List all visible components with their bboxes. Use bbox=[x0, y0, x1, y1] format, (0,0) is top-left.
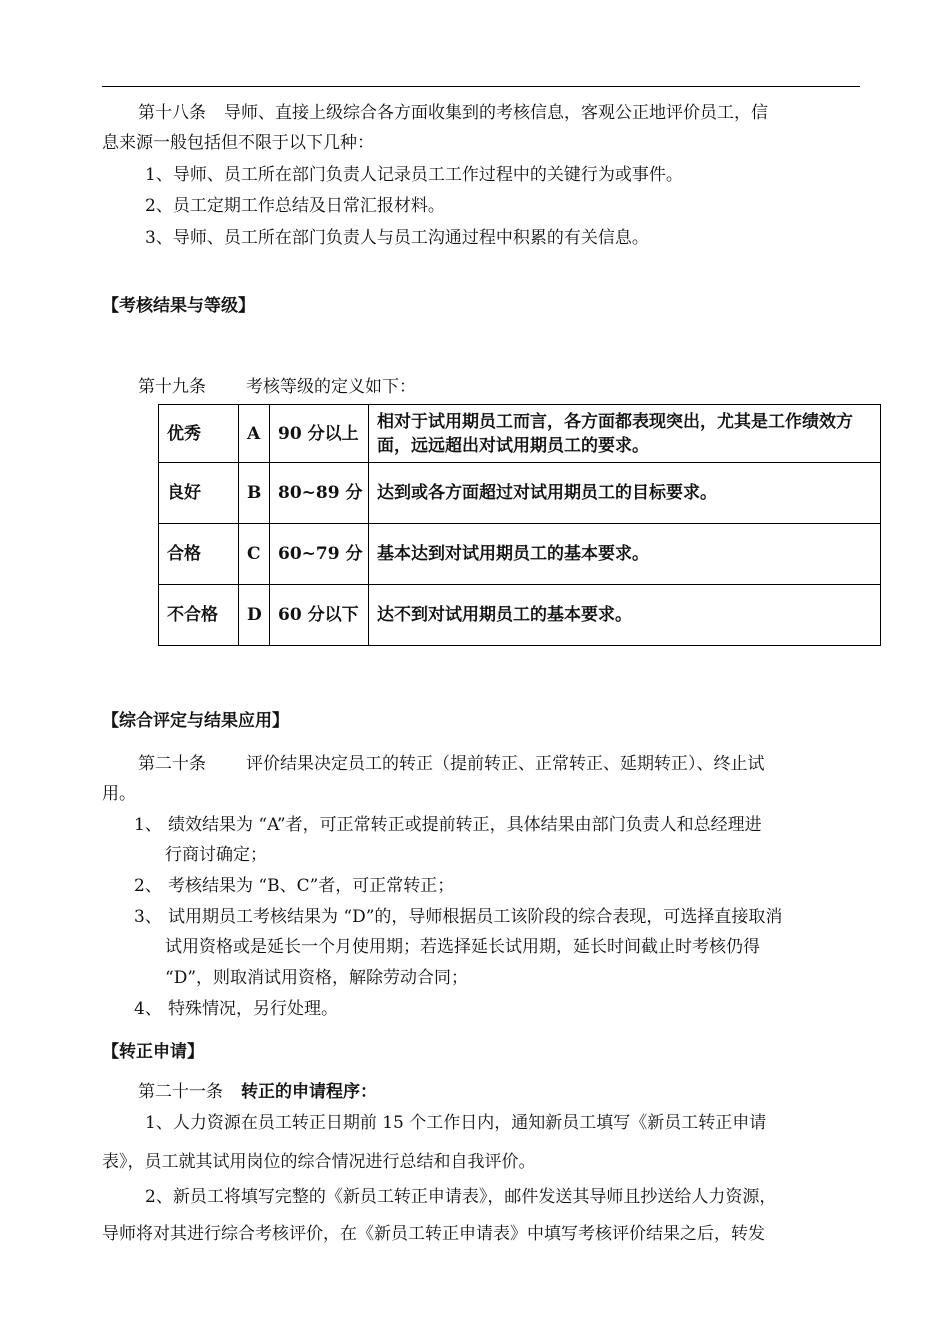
article-21-para-1-line-2: 表》，员工就其试用岗位的综合情况进行总结和自我评价。 bbox=[102, 1152, 536, 1172]
article-21-para-1-line-1: 1、人力资源在员工转正日期前 15 个工作日内，通知新员工填写《新员工转正申请 bbox=[145, 1113, 767, 1133]
section-heading-results: 【考核结果与等级】 bbox=[102, 296, 255, 316]
article-21-head: 第二十一条 bbox=[138, 1082, 223, 1102]
grade-score: 60 分以下 bbox=[270, 585, 369, 646]
article-20-item-1-line-1: 绩效结果为 “A”者，可正常转正或提前转正，具体结果由部门负责人和总经理进 bbox=[168, 815, 762, 835]
table-row bbox=[159, 585, 881, 646]
header-rule bbox=[102, 86, 860, 87]
grade-name: 不合格 bbox=[159, 585, 239, 646]
article-19-head: 第十九条 bbox=[138, 377, 206, 397]
grade-description: 达不到对试用期员工的基本要求。 bbox=[369, 585, 881, 646]
article-21-line bbox=[138, 1080, 377, 1104]
grade-score: 90 分以上 bbox=[270, 405, 369, 463]
grade-code: D bbox=[239, 585, 270, 646]
article-19-text: 考核等级的定义如下： bbox=[246, 377, 416, 397]
article-20-item-4-number: 4、 bbox=[134, 999, 162, 1019]
article-20-item-2-number: 2、 bbox=[134, 876, 162, 896]
grade-table bbox=[158, 404, 881, 646]
article-18-head: 第十八条 bbox=[138, 103, 206, 123]
table-row bbox=[159, 463, 881, 524]
table-row bbox=[159, 524, 881, 585]
grade-name: 合格 bbox=[159, 524, 239, 585]
article-21-para-2-line-1: 2、新员工将填写完整的《新员工转正申请表》，邮件发送其导师且抄送给人力资源， bbox=[145, 1187, 777, 1207]
article-20-line-1 bbox=[138, 752, 765, 776]
article-20-item-1-line-2: 行商讨确定； bbox=[165, 845, 267, 865]
article-18-line-1 bbox=[138, 101, 768, 125]
article-20-item-3-line-1: 试用期员工考核结果为 “D”的，导师根据员工该阶段的综合表现，可选择直接取消 bbox=[168, 907, 783, 927]
article-18-line-2: 息来源一般包括但不限于以下几种： bbox=[102, 133, 374, 153]
article-20-item-3-line-3: “D”，则取消试用资格，解除劳动合同； bbox=[165, 968, 469, 988]
article-18-item-2: 2、员工定期工作总结及日常汇报材料。 bbox=[145, 196, 445, 216]
grade-description: 基本达到对试用期员工的基本要求。 bbox=[369, 524, 881, 585]
grade-name: 优秀 bbox=[159, 405, 239, 463]
grade-code: C bbox=[239, 524, 270, 585]
grade-score: 60~79 分 bbox=[270, 524, 369, 585]
article-21-title: 转正的申请程序： bbox=[241, 1082, 377, 1102]
grade-code: B bbox=[239, 463, 270, 524]
section-heading-application: 【综合评定与结果应用】 bbox=[102, 711, 289, 731]
article-20-text-1: 评价结果决定员工的转正（提前转正、正常转正、延期转正）、终止试 bbox=[246, 754, 765, 774]
article-18-item-3: 3、导师、员工所在部门负责人与员工沟通过程中积累的有关信息。 bbox=[145, 228, 649, 248]
article-18-text-1: 导师、直接上级综合各方面收集到的考核信息，客观公正地评价员工，信 bbox=[224, 103, 768, 123]
article-19-line bbox=[138, 375, 416, 399]
article-20-item-4: 特殊情况，另行处理。 bbox=[168, 999, 338, 1019]
article-20-head: 第二十条 bbox=[138, 754, 206, 774]
grade-name: 良好 bbox=[159, 463, 239, 524]
section-heading-regularization: 【转正申请】 bbox=[102, 1042, 204, 1062]
article-20-item-3-line-2: 试用资格或是延长一个月使用期；若选择延长试用期，延长时间截止时考核仍得 bbox=[165, 937, 760, 957]
article-20-item-3-number: 3、 bbox=[134, 907, 162, 927]
article-21-para-2-line-2: 导师将对其进行综合考核评价，在《新员工转正申请表》中填写考核评价结果之后，转发 bbox=[102, 1224, 765, 1244]
article-18-item-1: 1、导师、员工所在部门负责人记录员工工作过程中的关键行为或事件。 bbox=[145, 165, 683, 185]
grade-description: 相对于试用期员工而言，各方面都表现突出，尤其是工作绩效方面，远远超出对试用期员工的要求。 bbox=[369, 405, 881, 463]
article-20-item-2: 考核结果为 “B、C”者，可正常转正； bbox=[168, 876, 455, 896]
article-20-item-1-number: 1、 bbox=[134, 815, 162, 835]
table-row bbox=[159, 405, 881, 463]
article-20-line-2: 用。 bbox=[102, 784, 136, 804]
grade-code: A bbox=[239, 405, 270, 463]
grade-description: 达到或各方面超过对试用期员工的目标要求。 bbox=[369, 463, 881, 524]
grade-score: 80~89 分 bbox=[270, 463, 369, 524]
